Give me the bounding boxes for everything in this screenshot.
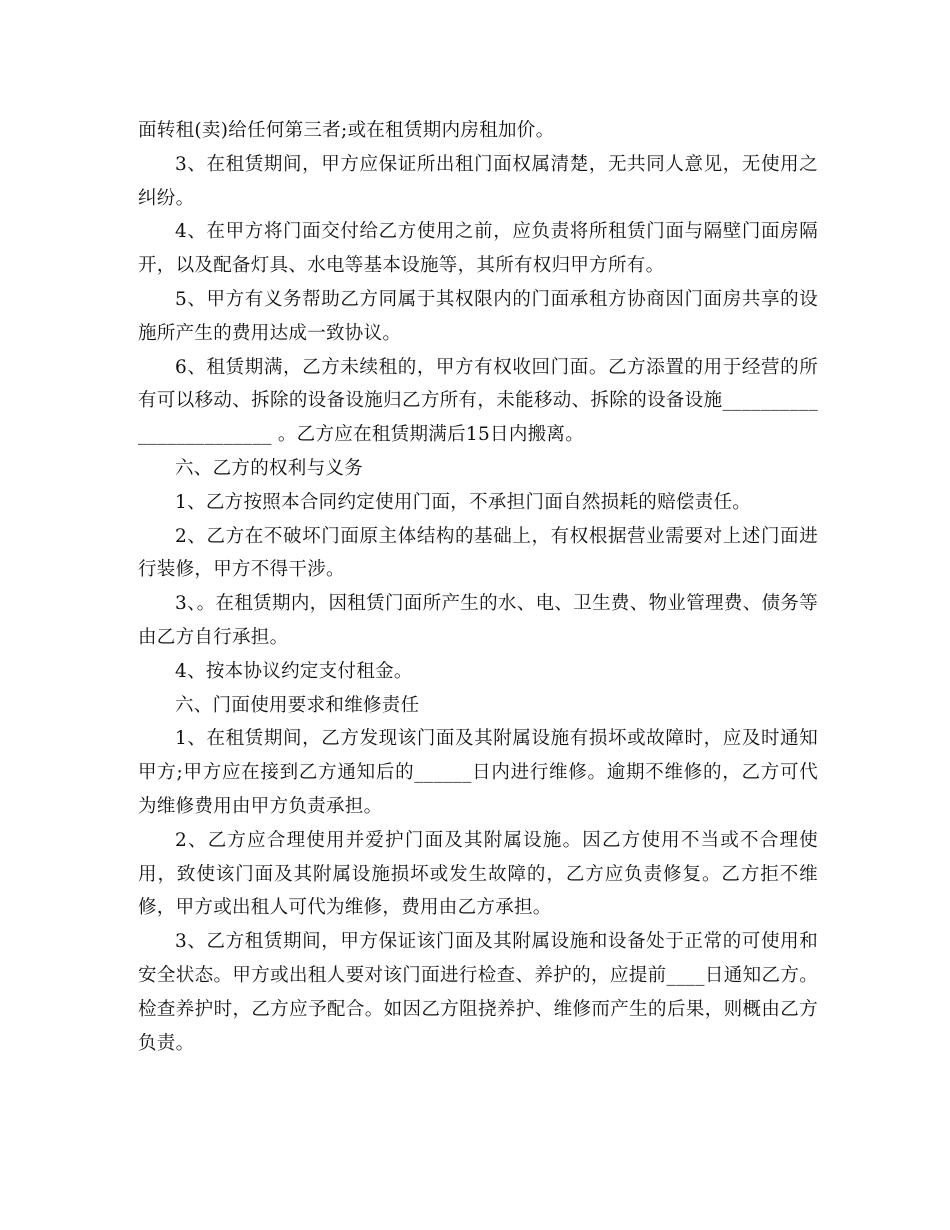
contract-text-body xyxy=(138,114,825,1060)
paragraph-clause-5-6: 6、租赁期满，乙方未续租的，甲方有权收回门面。乙方添置的用于经营的所有可以移动、拆除的设备设施归乙方所有，未能移动、拆除的设备设施__________ ______________ 。乙方应在租赁期满后15日内搬离。 xyxy=(138,356,825,446)
paragraph-maintenance-1: 1、在租赁期间，乙方发现该门面及其附属设施有损坏或故障时，应及时通知甲方;甲方应在接到乙方通知后的______日内进行维修。逾期不维修的，乙方可代为维修费用由甲方负责承担。 xyxy=(138,728,818,817)
paragraph-clause-6-1: 1、乙方按照本合同约定使用门面，不承担门面自然损耗的赔偿责任。 xyxy=(175,491,752,513)
paragraph-clause-5-4: 4、在甲方将门面交付给乙方使用之前，应负责将所租赁门面与隔壁门面房隔开，以及配备灯具、水电等基本设施等，其所有权归甲方所有。 xyxy=(138,221,818,277)
paragraph-maintenance-2: 2、乙方应合理使用并爱护门面及其附属设施。因乙方使用不当或不合理使用，致使该门面及其附属设施损坏或发生故障的，乙方应负责修复。乙方拒不维修，甲方或出租人可代为维修，费用由乙方承担。 xyxy=(138,829,818,919)
paragraph-maintenance-3: 3、乙方租赁期间，甲方保证该门面及其附属设施和设备处于正常的可使用和安全状态。甲方或出租人要对该门面进行检查、养护的，应提前____日通知乙方。检查养护时，乙方应予配合。如因乙方阻挠养护、维修而产生的后果，则概由乙方负责。 xyxy=(138,931,818,1054)
paragraph-continuation: 面转租(卖)给任何第三者;或在租赁期内房租加价。 xyxy=(138,120,555,141)
paragraph-clause-6-4: 4、按本协议约定支付租金。 xyxy=(175,660,413,682)
paragraph-clause-6-2: 2、乙方在不破坏门面原主体结构的基础上，有权根据营业需要对上述门面进行装修，甲方不得干涉。 xyxy=(138,525,818,581)
paragraph-clause-5-3: 3、在租赁期间，甲方应保证所出租门面权属清楚，无共同人意见，无使用之纠纷。 xyxy=(138,153,818,209)
paragraph-clause-6-3: 3、。在租赁期内，因租赁门面所产生的水、电、卫生费、物业管理费、债务等由乙方自行承担。 xyxy=(138,593,818,648)
section-heading-tenant-rights: 六、乙方的权利与义务 xyxy=(175,457,364,479)
paragraph-clause-5-5: 5、甲方有义务帮助乙方同属于其权限内的门面承租方协商因门面房共享的设施所产生的费用达成一致协议。 xyxy=(138,288,818,344)
section-heading-maintenance: 六、门面使用要求和维修责任 xyxy=(175,694,420,716)
